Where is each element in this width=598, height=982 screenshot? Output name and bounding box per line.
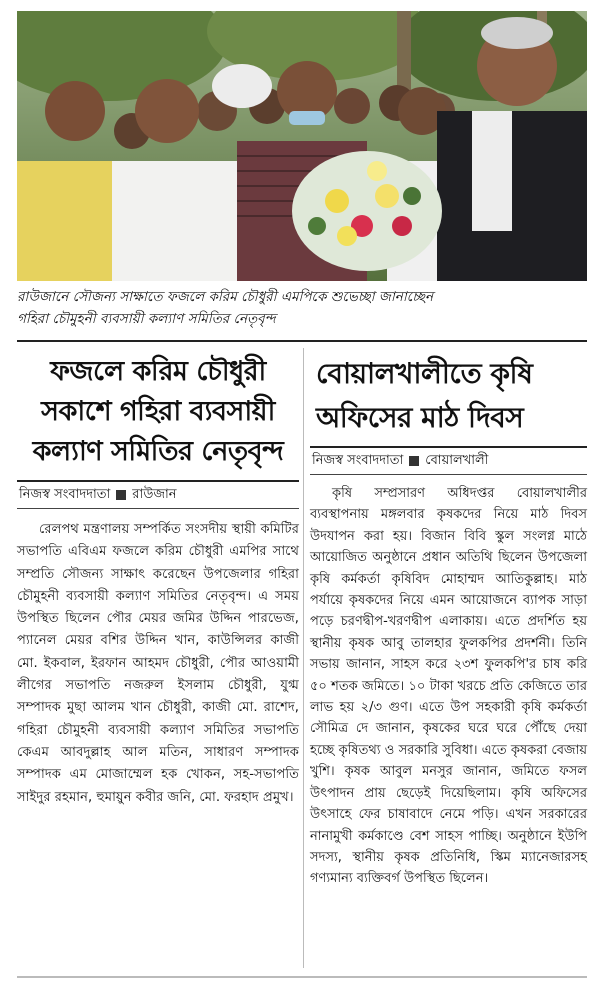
- right-byline: [310, 446, 587, 475]
- left-byline: [17, 480, 299, 509]
- bottom-rule: [17, 976, 587, 978]
- left-location: রাউজান: [132, 487, 177, 502]
- caption-divider: [17, 340, 587, 342]
- square-bullet-icon: [116, 490, 126, 500]
- photo-illustration: [17, 11, 587, 281]
- right-article: [310, 348, 587, 890]
- right-headline-line-2: অফিসের মাঠ দিবস: [316, 401, 524, 434]
- left-headline-line-1: ফজলে করিম চৌধুরী: [50, 356, 266, 387]
- caption-line-2: গহিরা চৌমুহনী ব্যবসায়ী কল্যাণ সমিতির নেতৃবৃন্দ: [17, 311, 276, 327]
- right-reporter: নিজস্ব সংবাদদাতা: [312, 453, 404, 468]
- right-body: কৃষি সম্প্রসারণ অধিদপ্তর বোয়ালখালীর ব্যবস্থাপনায় মঙ্গলবার কৃষকদের নিয়ে মাঠ দিবস উদযাপন করা হয়। বিজান বিবি স্কুল সংলগ্ন মাঠে আয়োজিত অনুষ্ঠানে প্রধান অতিথি ছিলেন উপজেলা কৃষি কর্মকর্তা কৃষিবিদ মোহাম্মদ আতিকুল্লাহ। মাঠ পর্যায়ে কৃষকদের নিয়ে এমন আয়োজনে ব্যাপক সাড়া পড়ে চরণদ্বীপ-খরণদ্বীপ এলাকায়। এতে প্রদর্শিত হয় স্থানীয় কৃষক আবু তালহার ফুলকপির প্রদর্শনী। তিনি সভায় জানান, সাহস করে ২৩শ ফুলকপি'র চাষ করি ৫০ শতক জমিতে। ১০ টাকা খরচে প্রতি কেজিতে তার লাভ হয় ২/৩ গুণ। এতে উপ সহকারী কৃষি কর্মকর্তা সৌমিত্র দে জানান, কৃষকের ঘরে ঘরে পৌঁছে দেয়া হচ্ছে কৃষিতথ্য ও সরকারি সুবিধা। এতে কৃষকরা বেজায় খুশি। কৃষক আবুল মনসুর জানান, জমিতে ফসল উৎপাদন প্রায় ছেড়েই দিয়েছিলাম। কৃষি অফিসের উৎসাহে ফের চাষাবাদে নেমে পড়ি। এখন সরকারের নানামুখী কর্মকাণ্ডে বেশ সাহস পাচ্ছি। অনুষ্ঠানে ইউপি সদস্য, স্থানীয় কৃষক প্রতিনিধি, স্কিম ম্যানেজারসহ গণ্যমান্য ব্যক্তিবর্গ উপস্থিত ছিলেন।: [310, 486, 587, 887]
- right-location: বোয়ালখালী: [425, 453, 489, 468]
- right-headline: [316, 352, 587, 440]
- left-headline-line-3: কল্যাণ সমিতির নেতৃবৃন্দ: [32, 436, 284, 467]
- caption-line-1: রাউজানে সৌজন্য সাক্ষাতে ফজলে করিম চৌধুরী এমপিকে শুভেচ্ছা জানাচ্ছেন: [17, 289, 434, 305]
- left-headline: [17, 352, 299, 472]
- news-photo: [17, 11, 587, 281]
- column-divider: [303, 348, 304, 968]
- right-headline-line-1: বোয়ালখালীতে কৃষি: [316, 357, 533, 390]
- left-headline-line-2: সকাশে গহিরা ব্যবসায়ী: [41, 396, 275, 427]
- left-body: রেলপথ মন্ত্রণালয় সম্পর্কিত সংসদীয় স্থায়ী কমিটির সভাপতি এবিএম ফজলে করিম চৌধুরী এমপির সাথে সম্প্রতি সৌজন্য সাক্ষাৎ করেছেন উপজেলার গহিরা চৌমুহনী ব্যবসায়ী কল্যাণ সমিতির নেতৃবৃন্দ। এ সময় উপস্থিত ছিলেন পৌর মেয়র জমির উদ্দিন পারভেজ, প্যানেল মেয়র বশির উদ্দিন খান, কাউন্সিলর কাজী মো. ইকবাল, ইরফান আহমদ চৌধুরী, পৌর আওয়ামী লীগের সভাপতি নজরুল ইসলাম চৌধুরী, যুগ্ম সম্পাদক মুছা আলম খান চৌধুরী, কাজী মো. রাশেদ, গহিরা চৌমুহনী ব্যবসায়ী কল্যাণ সমিতির সভাপতি কেএম আবদুল্লাহ আল মতিন, সাধারণ সম্পাদক সম্পাদক এম মোজাম্মেল হক খোকন, সহ-সভাপতি সাইদুর রহমান, হুমায়ুন কবীর জনি, মো. ফরহাদ প্রমুখ।: [17, 522, 299, 805]
- newspaper-clipping: [14, 8, 590, 974]
- left-article: [17, 348, 299, 809]
- square-bullet-icon: [409, 456, 419, 466]
- left-reporter: নিজস্ব সংবাদদাতা: [19, 487, 111, 502]
- photo-caption: [17, 286, 587, 330]
